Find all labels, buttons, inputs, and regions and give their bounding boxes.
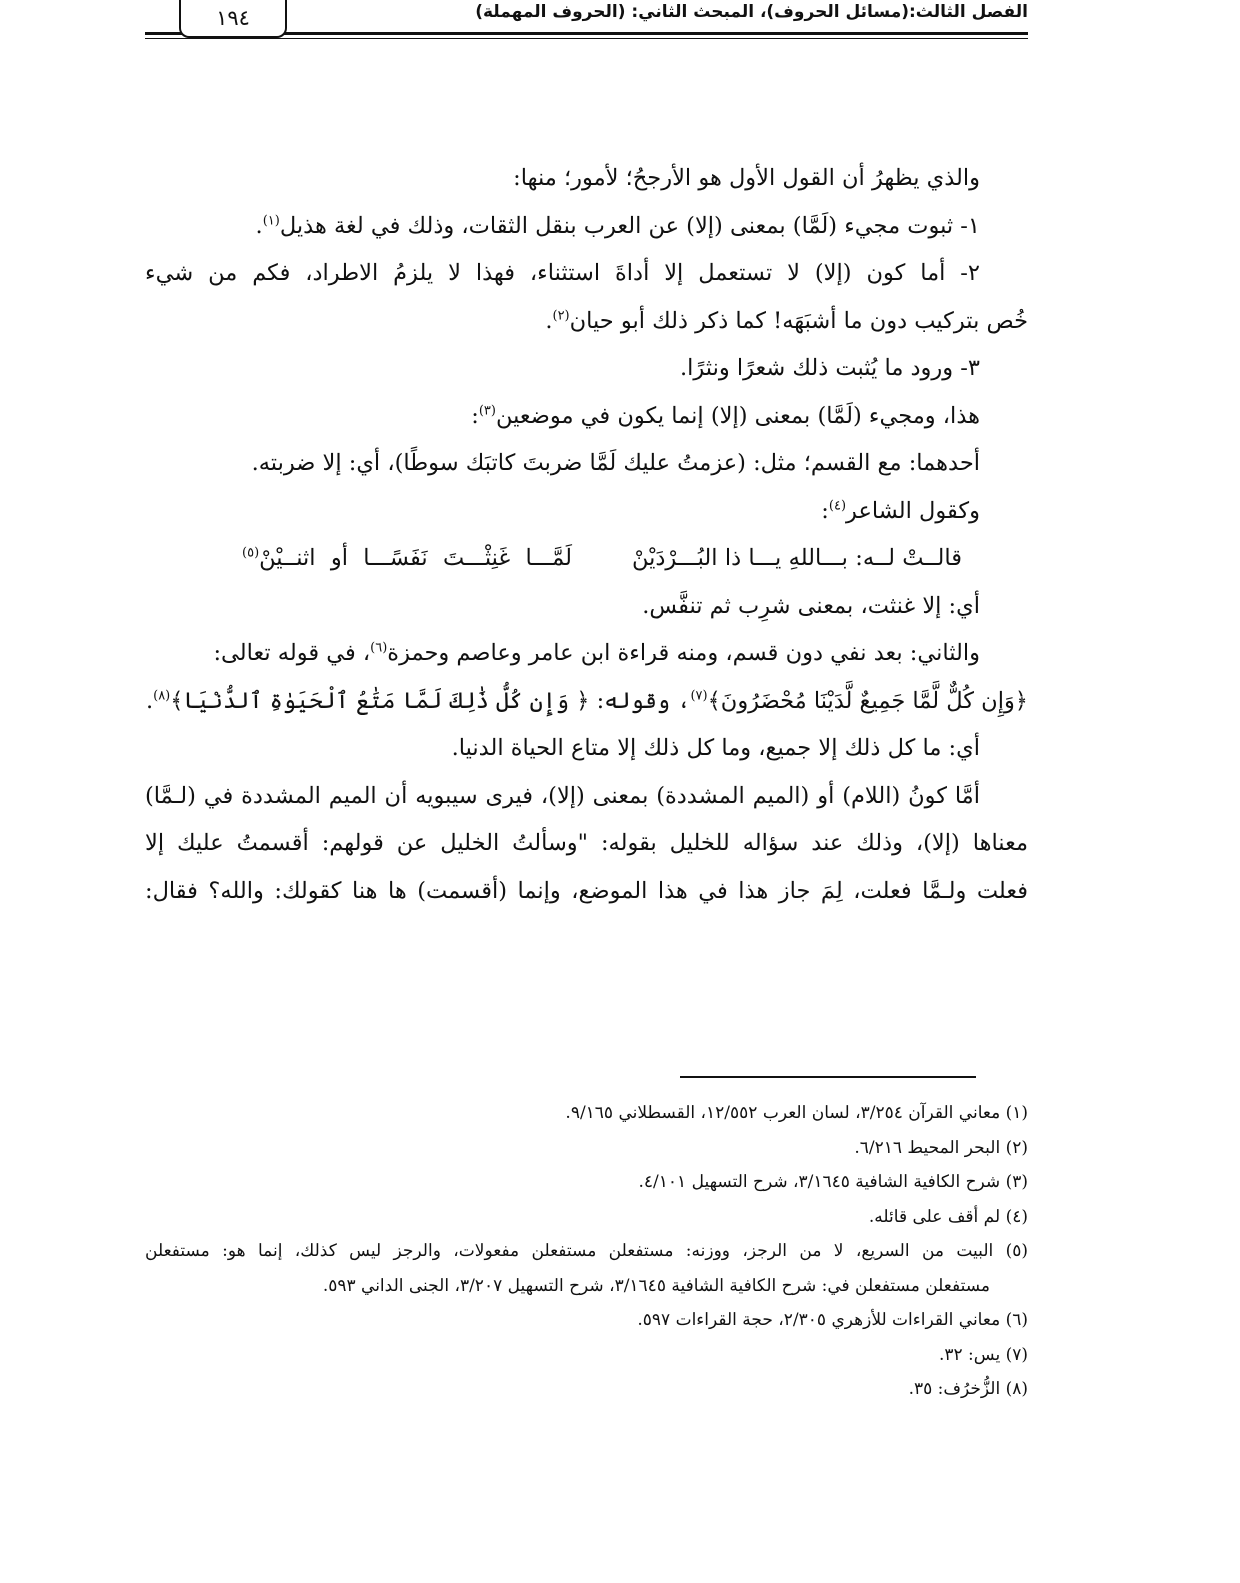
footnote-5: (٥) البيت من السريع، لا من الرجز، ووزنه: مستفعلن مستفعلن مفعولات، والرجز ليس كذلك، إنما هو: مستفعلن (145, 1241, 1028, 1261)
line-suffix: . (545, 307, 553, 334)
body-line-2 (145, 203, 1028, 251)
footnote-3: (٣) شرح الكافية الشافية ٣/١٦٤٥، شرح التسهيل ٤/١٠١. (638, 1172, 1028, 1192)
quran-verses-line (145, 678, 1028, 726)
line-text: والثاني: بعد نفي دون قسم، ومنه قراءة ابن عامر وعاصم وحمزة (387, 640, 980, 666)
footnote-ref-1: (١) (262, 213, 280, 228)
line-suffix: : (471, 402, 479, 429)
footnote-8: (٨) الزُّخرُف: ٣٥. (908, 1379, 1028, 1399)
verse-first-hemistich: قالــتْ لــه: بـــاللهِ يـــا ذا البُـــرْدَيْنْ (632, 545, 962, 571)
footnote-6: (٦) معاني القراءات للأزهري ٢/٣٠٥، حجة القراءات ٥٩٧. (637, 1310, 1028, 1330)
chapter-title: الفصل الثالث:(مسائل الحروف)، المبحث الثاني: (الحروف المهملة) (475, 2, 1028, 22)
header-rule-thin (145, 38, 1028, 39)
footnote-ref-3: (٣) (478, 403, 496, 418)
footnote-ref-2: (٢) (552, 308, 570, 323)
hemistich-text: لَمَّـــا غَنِثْـــتَ نَفَسًـــا أو اثنــيْنْ (259, 545, 572, 571)
body-line-5: ٣- ورود ما يُثبت ذلك شعرًا ونثرًا. (679, 355, 980, 381)
footnote-5-continued: مستفعلن مستفعلن في: شرح الكافية الشافية ٣/١٦٤٥، شرح التسهيل ٣/٢٠٧، الجنى الداني ٥٩٣. (322, 1275, 990, 1296)
body-line-4 (145, 298, 1028, 346)
footnote-ref-4: (٤) (828, 498, 847, 513)
page-header (145, 0, 1028, 48)
line-suffix: ، في قوله تعالى: (213, 640, 371, 666)
footnote-ref-7: (٧) (690, 688, 708, 703)
footnote-4: (٤) لم أقف على قائله. (868, 1206, 1028, 1227)
body-line-6 (145, 393, 1028, 441)
line-suffix: . (255, 212, 263, 239)
body-line-7: أحدهما: مع القسم؛ مثل: (عزمتُ عليك لَمَّا ضربتَ كاتبَك سوطًا)، أي: إلا ضربته. (251, 450, 980, 476)
body-line-1: والذي يظهرُ أن القول الأول هو الأرجحُ؛ لأمور؛ منها: (513, 165, 980, 191)
main-text (145, 155, 1028, 915)
line-text: هذا، ومجيء (لَمَّا) بمعنى (إلا) إنما يكون في موضعين (495, 402, 980, 429)
body-line-12: أمَّا كونُ (اللام) أو (الميم المشددة) بمعنى (إلا)، فيرى سيبويه أن الميم المشددة في (لـمَّا) (145, 782, 980, 809)
body-line-14: فعلت ولـمَّا فعلت، لِمَ جاز هذا في هذا الموضع، وإنما (أقسمت) ها هنا كقولك: والله؟ فقال: (145, 877, 1028, 904)
body-line-3: ٢- أما كون (إلا) لا تستعمل إلا أداةَ استثناء، فهذا لا يلزمُ الاطراد، فكم من شيء (145, 260, 980, 286)
footnote-7: (٧) يس: ٣٢. (938, 1344, 1028, 1365)
line-text: خُص بتركيب دون ما أشبَهَه! كما ذكر ذلك أبو حيان (569, 307, 1028, 334)
body-line-13: معناها (إلا)، وذلك عند سؤاله للخليل بقوله: "وسألتُ الخليل عن قولهم: أقسمتُ عليك إلا (145, 830, 1028, 856)
connector-text: ، وقوله: (589, 687, 691, 714)
footnote-ref-5: (٥) (242, 545, 260, 561)
body-line-11: أي: ما كل ذلك إلا جميع، وما كل ذلك إلا متاع الحياة الدنيا. (451, 735, 980, 761)
footnote-1: (١) معاني القرآن ٣/٢٥٤، لسان العرب ١٢/٥٥٢، القسطلاني ٩/١٦٥. (565, 1103, 1028, 1123)
body-line-9: أي: إلا غنثت، بمعنى شرِب ثم تنفَّس. (642, 592, 980, 619)
line-text: ١- ثبوت مجيء (لَمَّا) بمعنى (إلا) عن العرب بنقل الثقات، وذلك في لغة هذيل (279, 212, 980, 239)
footnote-2: (٢) البحر المحيط ٦/٢١٦. (854, 1137, 1028, 1158)
quran-ayah-2: ﴿ وَإِن كُلُّ ذَٰلِكَ لَمَّا مَتَٰعُ ٱلْحَيَوٰةِ ٱلدُّنْيَا﴾ (170, 687, 590, 714)
body-line-10 (145, 630, 1028, 678)
verse-second-hemistich (242, 535, 572, 583)
page-number: ١٩٤ (179, 0, 287, 38)
poetry-verse (145, 535, 1028, 583)
footnote-ref-8: (٨) (153, 688, 171, 703)
footnotes (145, 1096, 1028, 1407)
body-line-8 (145, 488, 1028, 536)
footnote-separator (680, 1076, 976, 1078)
line-end: . (145, 687, 154, 714)
quran-ayah-1: ﴿وَإِن كُلٌّ لَّمَّا جَمِيعٌ لَّدَيْنَا مُحْضَرُونَ﴾ (707, 687, 1028, 714)
line-text: وكقول الشاعر (846, 497, 980, 524)
line-suffix: : (821, 497, 829, 524)
footnote-ref-6: (٦) (370, 640, 388, 656)
